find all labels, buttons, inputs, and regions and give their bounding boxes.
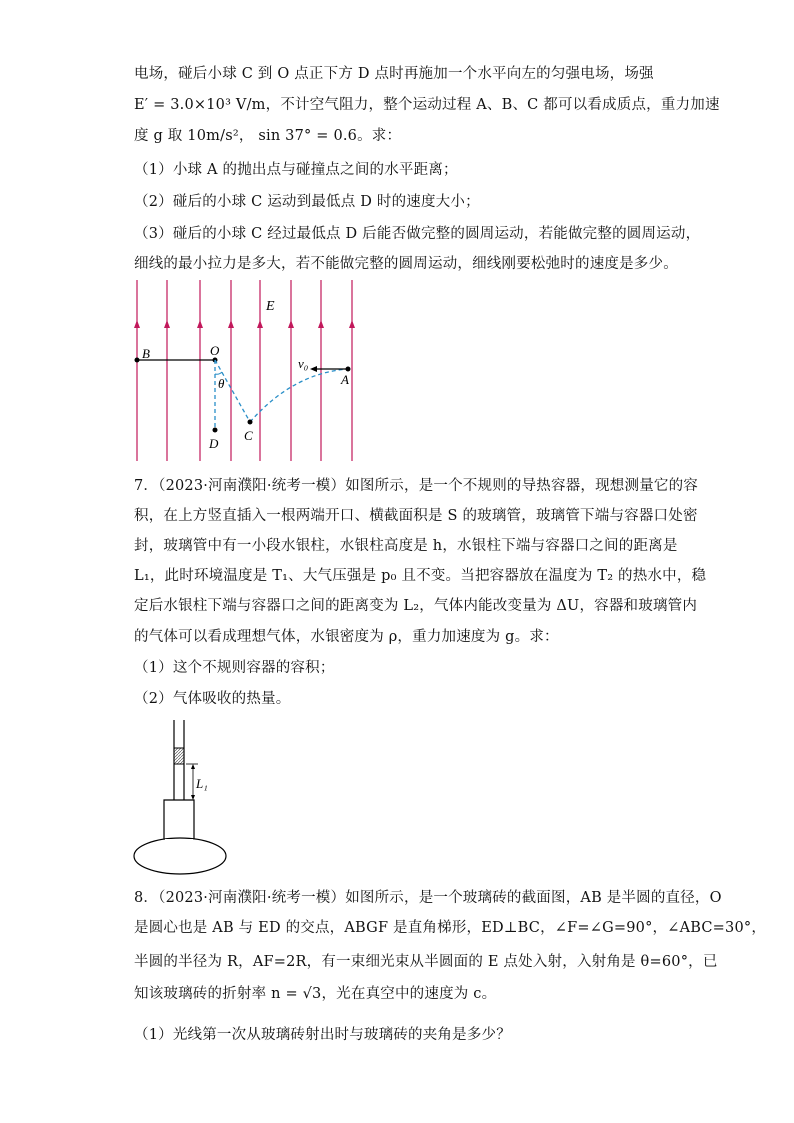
text-line: 积，在上方竖直插入一根两端开口、横截面积是 S 的玻璃管，玻璃管下端与容器口处密 xyxy=(134,508,698,524)
label-O: O xyxy=(210,343,220,358)
velocity-arrowhead xyxy=(310,366,317,372)
mercury-column xyxy=(174,748,184,764)
question-heading: 7．（2023·河南濮阳·统考一模）如图所示，是一个不规则的导热容器，现想测量它的容 xyxy=(134,478,698,494)
label-v0: v₀ xyxy=(298,356,309,371)
label-theta: θ xyxy=(218,376,225,391)
question-part: （1）光线第一次从玻璃砖射出时与玻璃砖的夹角是多少？ xyxy=(134,1027,511,1043)
text-line: 定后水银柱下端与容器口之间的距离变为 L₂，气体内能改变量为 ΔU，容器和玻璃管内 xyxy=(134,598,698,614)
text-line: 是圆心也是 AB 与 ED 的交点，ABGF 是直角梯形，ED⊥BC，∠F=∠G=90°，∠ABC=30°， xyxy=(134,920,767,936)
text-line: 细线的最小拉力是多大，若不能做完整的圆周运动，细线刚要松弛时的速度是多少。 xyxy=(134,256,678,272)
container-body xyxy=(134,838,226,874)
question-part: （2）气体吸收的热量。 xyxy=(134,691,291,707)
question-part: （2）碰后的小球 C 运动到最低点 D 时的速度大小； xyxy=(134,194,480,210)
text-line: 度 g 取 10m/s²， sin 37° = 0.6。求： xyxy=(134,128,402,144)
field-arrowhead xyxy=(318,320,324,328)
text-line: 半圆的半径为 R，AF=2R，有一束细光束从半圆面的 E 点处入射，入射角是 θ=60°，已 xyxy=(134,954,718,970)
field-arrowhead xyxy=(134,320,140,328)
question-part: （1）这个不规则容器的容积； xyxy=(134,660,335,676)
container-figure xyxy=(130,718,250,878)
text-line: 的气体可以看成理想气体，水银密度为 ρ，重力加速度为 g。求： xyxy=(134,629,559,645)
field-arrowhead xyxy=(257,320,263,328)
point-B xyxy=(135,358,140,363)
trajectory-AC xyxy=(250,369,348,422)
label-E: E xyxy=(266,299,275,314)
label-C: C xyxy=(244,428,253,443)
text-line: 封，玻璃管中有一小段水银柱，水银柱高度是 h，水银柱下端与容器口之间的距离是 xyxy=(134,538,678,554)
container-neck xyxy=(164,800,194,840)
text-line: L₁，此时环境温度是 T₁、大气压强是 p₀ 且不变。当把容器放在温度为 T₂ 的热水中，稳 xyxy=(134,568,707,584)
point-D xyxy=(213,428,218,433)
point-A xyxy=(346,367,351,372)
label-A: A xyxy=(341,372,349,387)
text-line: 知该玻璃砖的折射率 n = √3，光在真空中的速度为 c。 xyxy=(134,986,497,1002)
label-B: B xyxy=(142,346,150,361)
text-line: 电场，碰后小球 C 到 O 点正下方 D 点时再施加一个水平向左的匀强电场，场强 xyxy=(134,66,654,82)
field-arrowhead xyxy=(288,320,294,328)
dimension-arrow-up xyxy=(191,764,195,769)
angle-arc xyxy=(215,372,222,374)
electric-field-figure xyxy=(128,278,368,463)
field-arrowhead xyxy=(164,320,170,328)
field-arrowhead xyxy=(228,320,234,328)
text-line: E′ = 3.0×10³ V/m，不计空气阻力，整个运动过程 A、B、C 都可以看成质点，重力加速 xyxy=(134,97,720,113)
dimension-arrow-down xyxy=(191,795,195,800)
point-C xyxy=(248,420,253,425)
question-part: （1）小球 A 的抛出点与碰撞点之间的水平距离； xyxy=(134,162,458,178)
field-arrowhead xyxy=(349,320,355,328)
string-OC xyxy=(215,360,250,422)
field-arrowhead xyxy=(197,320,203,328)
question-heading: 8．（2023·河南濮阳·统考一模）如图所示，是一个玻璃砖的截面图，AB 是半圆的直径，O xyxy=(134,890,722,906)
label-L1: L₁ xyxy=(196,776,208,791)
label-D: D xyxy=(209,436,219,451)
question-part: （3）碰后的小球 C 经过最低点 D 后能否做完整的圆周运动，若能做完整的圆周运动， xyxy=(134,226,701,242)
